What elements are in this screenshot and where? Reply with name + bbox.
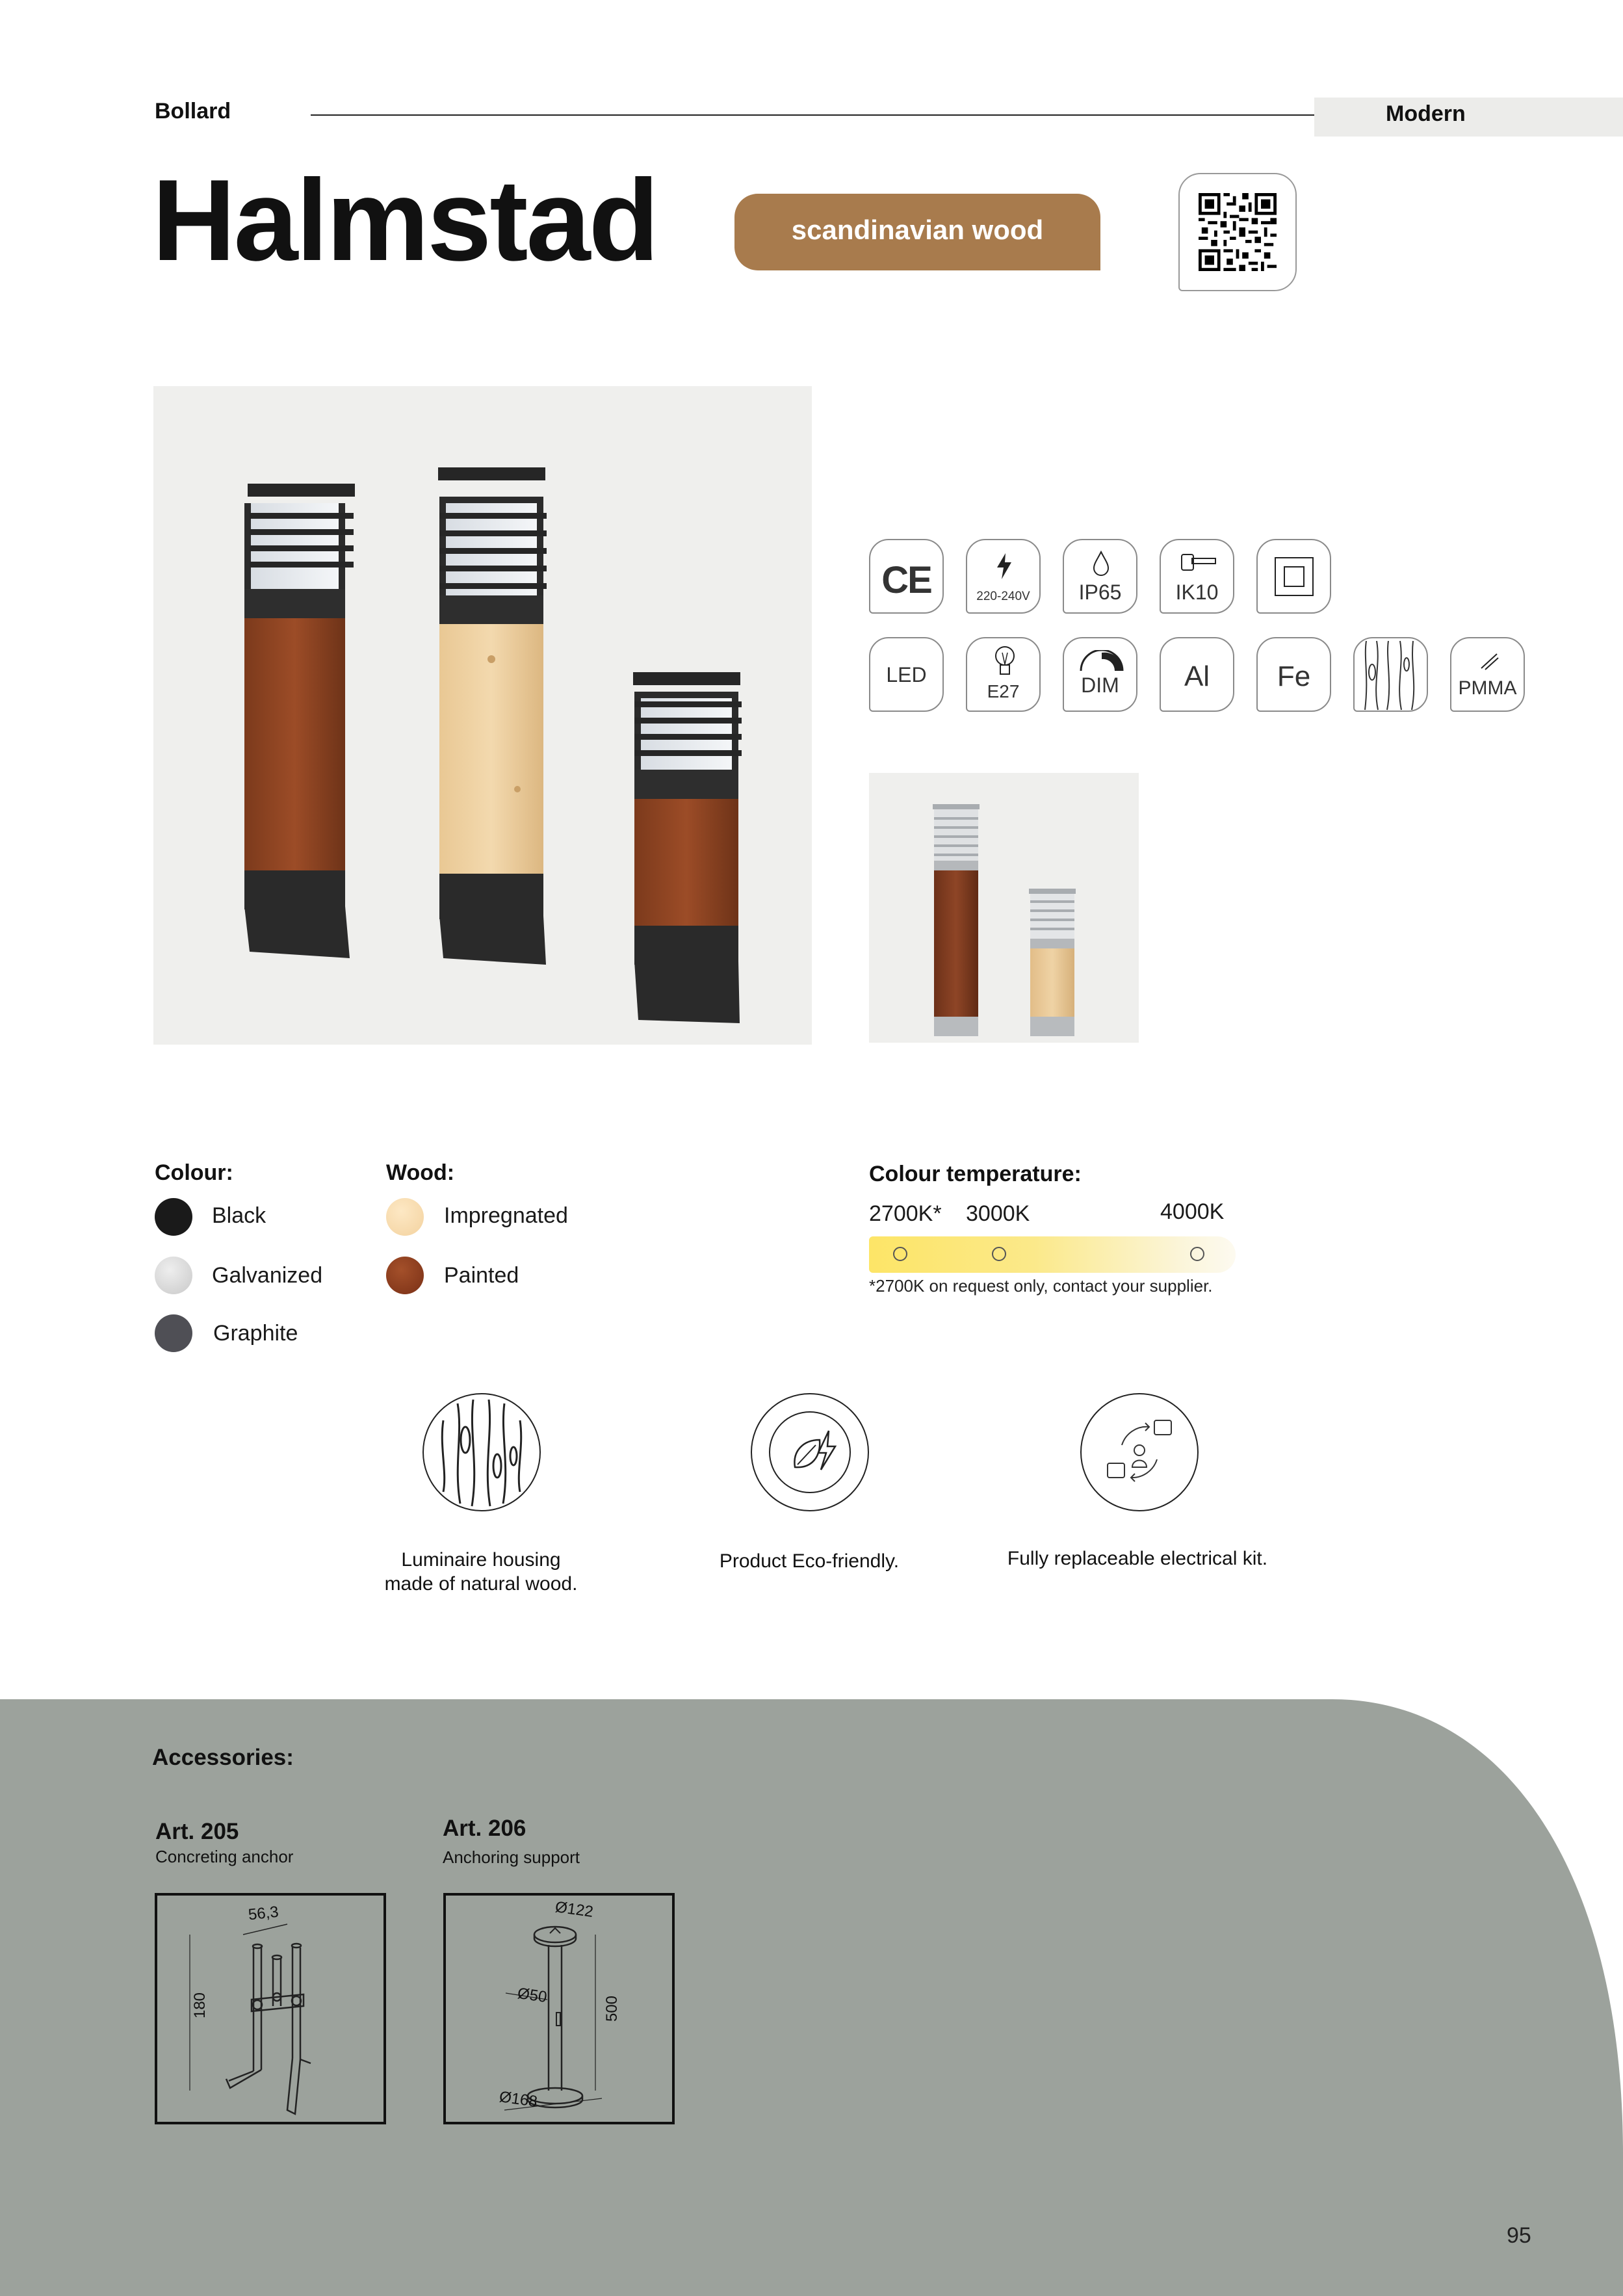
- colour-temperature-bar: [869, 1236, 1236, 1273]
- replaceable-kit-text: Fully replaceable electrical kit.: [1007, 1548, 1268, 1569]
- colour-temperature-title: Colour temperature:: [869, 1162, 1082, 1186]
- wood-housing-line2: made of natural wood.: [384, 1573, 578, 1595]
- eco-friendly-icon: [751, 1393, 869, 1511]
- qr-code[interactable]: [1178, 173, 1297, 291]
- swatch-graphite-label: Graphite: [213, 1321, 298, 1346]
- dimmable-icon: DIM: [1063, 637, 1137, 712]
- product-photo: [153, 386, 812, 1045]
- kit-swap-icon: [1082, 1394, 1197, 1510]
- ip-rating-icon: IP65: [1063, 539, 1137, 614]
- iron-icon: Fe: [1256, 637, 1331, 712]
- wood-title: Wood:: [386, 1160, 455, 1185]
- wood-grain-circle-icon: [424, 1394, 539, 1510]
- wood-material-icon: [1353, 637, 1428, 712]
- art-205-code: Art. 205: [155, 1819, 239, 1844]
- accessories-title: Accessories:: [152, 1745, 294, 1770]
- art-206-dim-height: 500: [603, 1995, 621, 2022]
- temp-3000k-marker[interactable]: [992, 1247, 1006, 1261]
- colour-title: Colour:: [155, 1160, 233, 1185]
- swatch-black-label: Black: [212, 1203, 266, 1228]
- art-206-dim-base: Ø168: [498, 2088, 539, 2111]
- galvanized-bollards-illustration: [869, 773, 1139, 1043]
- panel-corner-curve: [1007, 1699, 1623, 2154]
- swatch-galvanized[interactable]: [155, 1257, 192, 1294]
- eco-friendly-text: Product Eco-friendly.: [719, 1550, 900, 1572]
- led-icon: LED: [869, 637, 944, 712]
- swatch-graphite[interactable]: [155, 1314, 192, 1352]
- temp-2700k-marker[interactable]: [893, 1247, 907, 1261]
- art-206-drawing[interactable]: [443, 1893, 675, 2124]
- pmma-icon: PMMA: [1450, 637, 1525, 712]
- temp-4000k-label: 4000K: [1160, 1199, 1225, 1224]
- impact-rating-icon: IK10: [1160, 539, 1234, 614]
- colour-temperature-note: *2700K on request only, contact your supplier.: [869, 1276, 1213, 1296]
- art-205-desc: Concreting anchor: [155, 1847, 294, 1866]
- header-divider: [311, 114, 1314, 116]
- leaf-energy-icon: [752, 1394, 868, 1510]
- inner-square: [1284, 566, 1305, 587]
- swatch-painted-label: Painted: [444, 1263, 519, 1288]
- swatch-galvanized-label: Galvanized: [212, 1263, 323, 1288]
- page-number: 95: [1507, 2223, 1531, 2248]
- bollards-illustration: [153, 386, 812, 1045]
- anchoring-support-drawing: [446, 1896, 672, 2122]
- swatch-black[interactable]: [155, 1198, 192, 1236]
- lightning-icon: [996, 553, 1013, 579]
- class-ii-icon: [1256, 539, 1331, 614]
- art-206-dim-top: Ø122: [554, 1898, 595, 1921]
- swatch-impregnated[interactable]: [386, 1198, 424, 1236]
- style-tab: [1314, 98, 1623, 137]
- wood-housing-line1: Luminaire housing: [401, 1549, 561, 1571]
- bulb-icon: [993, 645, 1017, 680]
- art-206-dim-tube: Ø50: [516, 1984, 549, 2007]
- qr-code-icon: [1199, 193, 1277, 271]
- hammer-icon: [1179, 552, 1218, 575]
- wood-grain-icon: [1355, 638, 1429, 713]
- art-205-dim-height: 180: [191, 1992, 209, 2019]
- ce-mark-icon: CE: [869, 539, 944, 614]
- bulb-socket-icon: E27: [966, 637, 1041, 712]
- temp-4000k-marker[interactable]: [1190, 1247, 1204, 1261]
- category-label: Bollard: [155, 99, 231, 124]
- temp-3000k-label: 3000K: [966, 1201, 1030, 1226]
- pmma-lines-icon: [1479, 651, 1500, 671]
- galvanized-variant-photo: [869, 773, 1139, 1043]
- water-drop-icon: [1091, 551, 1111, 577]
- art-205-dim-width: 56,3: [247, 1903, 279, 1924]
- material-badge: scandinavian wood: [734, 194, 1100, 270]
- temp-2700k-label: 2700K*: [869, 1201, 942, 1226]
- swatch-impregnated-label: Impregnated: [444, 1203, 568, 1228]
- swatch-painted[interactable]: [386, 1257, 424, 1294]
- art-206-code: Art. 206: [443, 1816, 526, 1841]
- art-206-desc: Anchoring support: [443, 1847, 580, 1867]
- dim-arc-icon: [1078, 650, 1125, 673]
- product-title: Halmstad: [152, 155, 658, 285]
- replaceable-kit-icon: [1080, 1393, 1199, 1511]
- style-tab-label: Modern: [1386, 101, 1466, 126]
- art-205-drawing[interactable]: [155, 1893, 386, 2124]
- aluminium-icon: Al: [1160, 637, 1234, 712]
- wood-housing-icon: [422, 1393, 541, 1511]
- voltage-icon: 220-240V: [966, 539, 1041, 614]
